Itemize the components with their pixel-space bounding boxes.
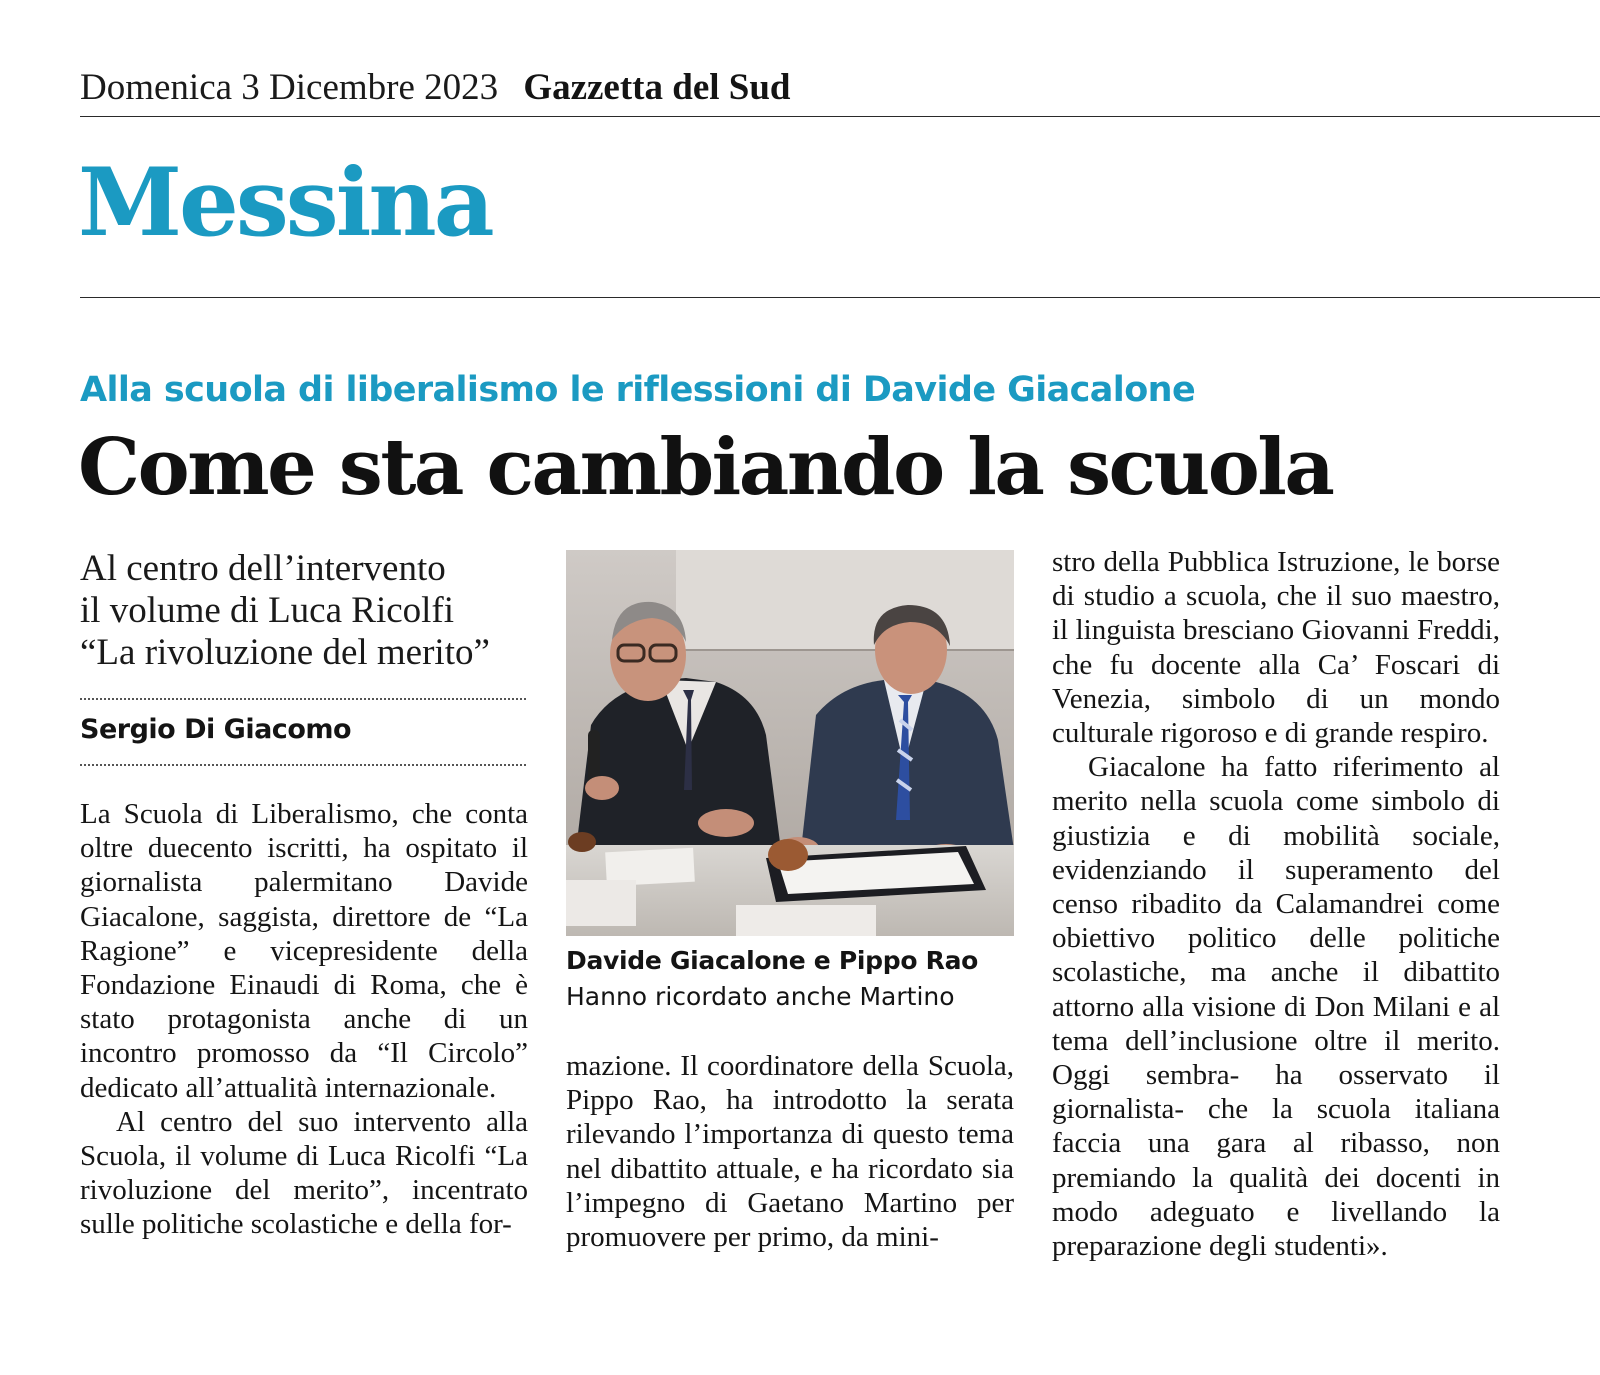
masthead-rule [80,116,1600,117]
section-title: Messina [78,148,492,258]
paragraph: Al centro del suo intervento alla Scuola, il volume di Luca Ricolfi “La rivoluzione del merito”, incentrato sulle politiche scolastiche e della for- [80,1105,528,1241]
photo-illustration [566,550,1014,936]
newspaper-name: Gazzetta del Sud [523,67,791,108]
article-subhead [80,548,550,674]
photo-caption-text: Hanno ricordato anche Martino [566,982,955,1011]
paragraph: La Scuola di Liberalismo, che conta oltre duecento iscritti, ha ospitato il giornalista palermitano Davide Giacalone, saggista, direttore de “La Ragione” e vicepresidente della Fondazione Einaudi di Roma, che è stato protagonista anche di un incontro promosso da “Il Circolo” dedicato all’attualità internazionale. [80,798,528,1104]
paragraph: mazione. Il coordinatore della Scuola, Pippo Rao, ha introdotto la serata rilevando l’importanza di questo tema nel dibattito attuale, e ha ricordato sia l’impegno di Gaetano Martino per promuovere per primo, da mini- [566,1050,1014,1254]
section-rule [80,297,1600,298]
article-kicker: Alla scuola di liberalismo le riflessioni di Davide Giacalone [80,370,1196,410]
dotted-divider [80,698,526,700]
article-headline: Come sta cambiando la scuola [78,422,1333,513]
subhead-line: “La rivoluzione del merito” [80,632,490,673]
dotted-divider [80,764,526,766]
article-column-3 [1052,545,1500,1263]
article-photo [566,550,1014,936]
article-author: Sergio Di Giacomo [80,714,352,745]
paragraph: stro della Pubblica Istruzione, le borse di studio a scuola, che il suo maestro, il linguista bresciano Giovanni Freddi, che fu docente alla Ca’ Foscari di Venezia, simbolo di un mondo culturale rigoroso e di grande respiro. [1052,546,1500,750]
paragraph: Giacalone ha fatto riferimento al merito nella scuola come simbolo di giustizia e di mobilità sociale, evidenziando il superamento del censo ribadito da Calamandrei come obiettivo politico delle politiche scolastiche, ma anche il dibattito attorno alla visione di Don Milani e al tema dell’inclusione oltre il merito. Oggi sembra- ha osservato il giornalista- che la scuola italiana faccia una gara al ribasso, non premiando la qualità dei docenti in modo adeguato e livellando la preparazione degli studenti». [1052,751,1500,1263]
subhead-line: Al centro dell’intervento [80,548,446,589]
masthead-date: Domenica 3 Dicembre 2023 [80,67,499,108]
masthead [80,64,791,112]
article-column-2 [566,1049,1014,1254]
article-column-1 [80,797,528,1242]
photo-caption-title: Davide Giacalone e Pippo Rao [566,946,979,975]
subhead-line: il volume di Luca Ricolfi [80,590,455,631]
